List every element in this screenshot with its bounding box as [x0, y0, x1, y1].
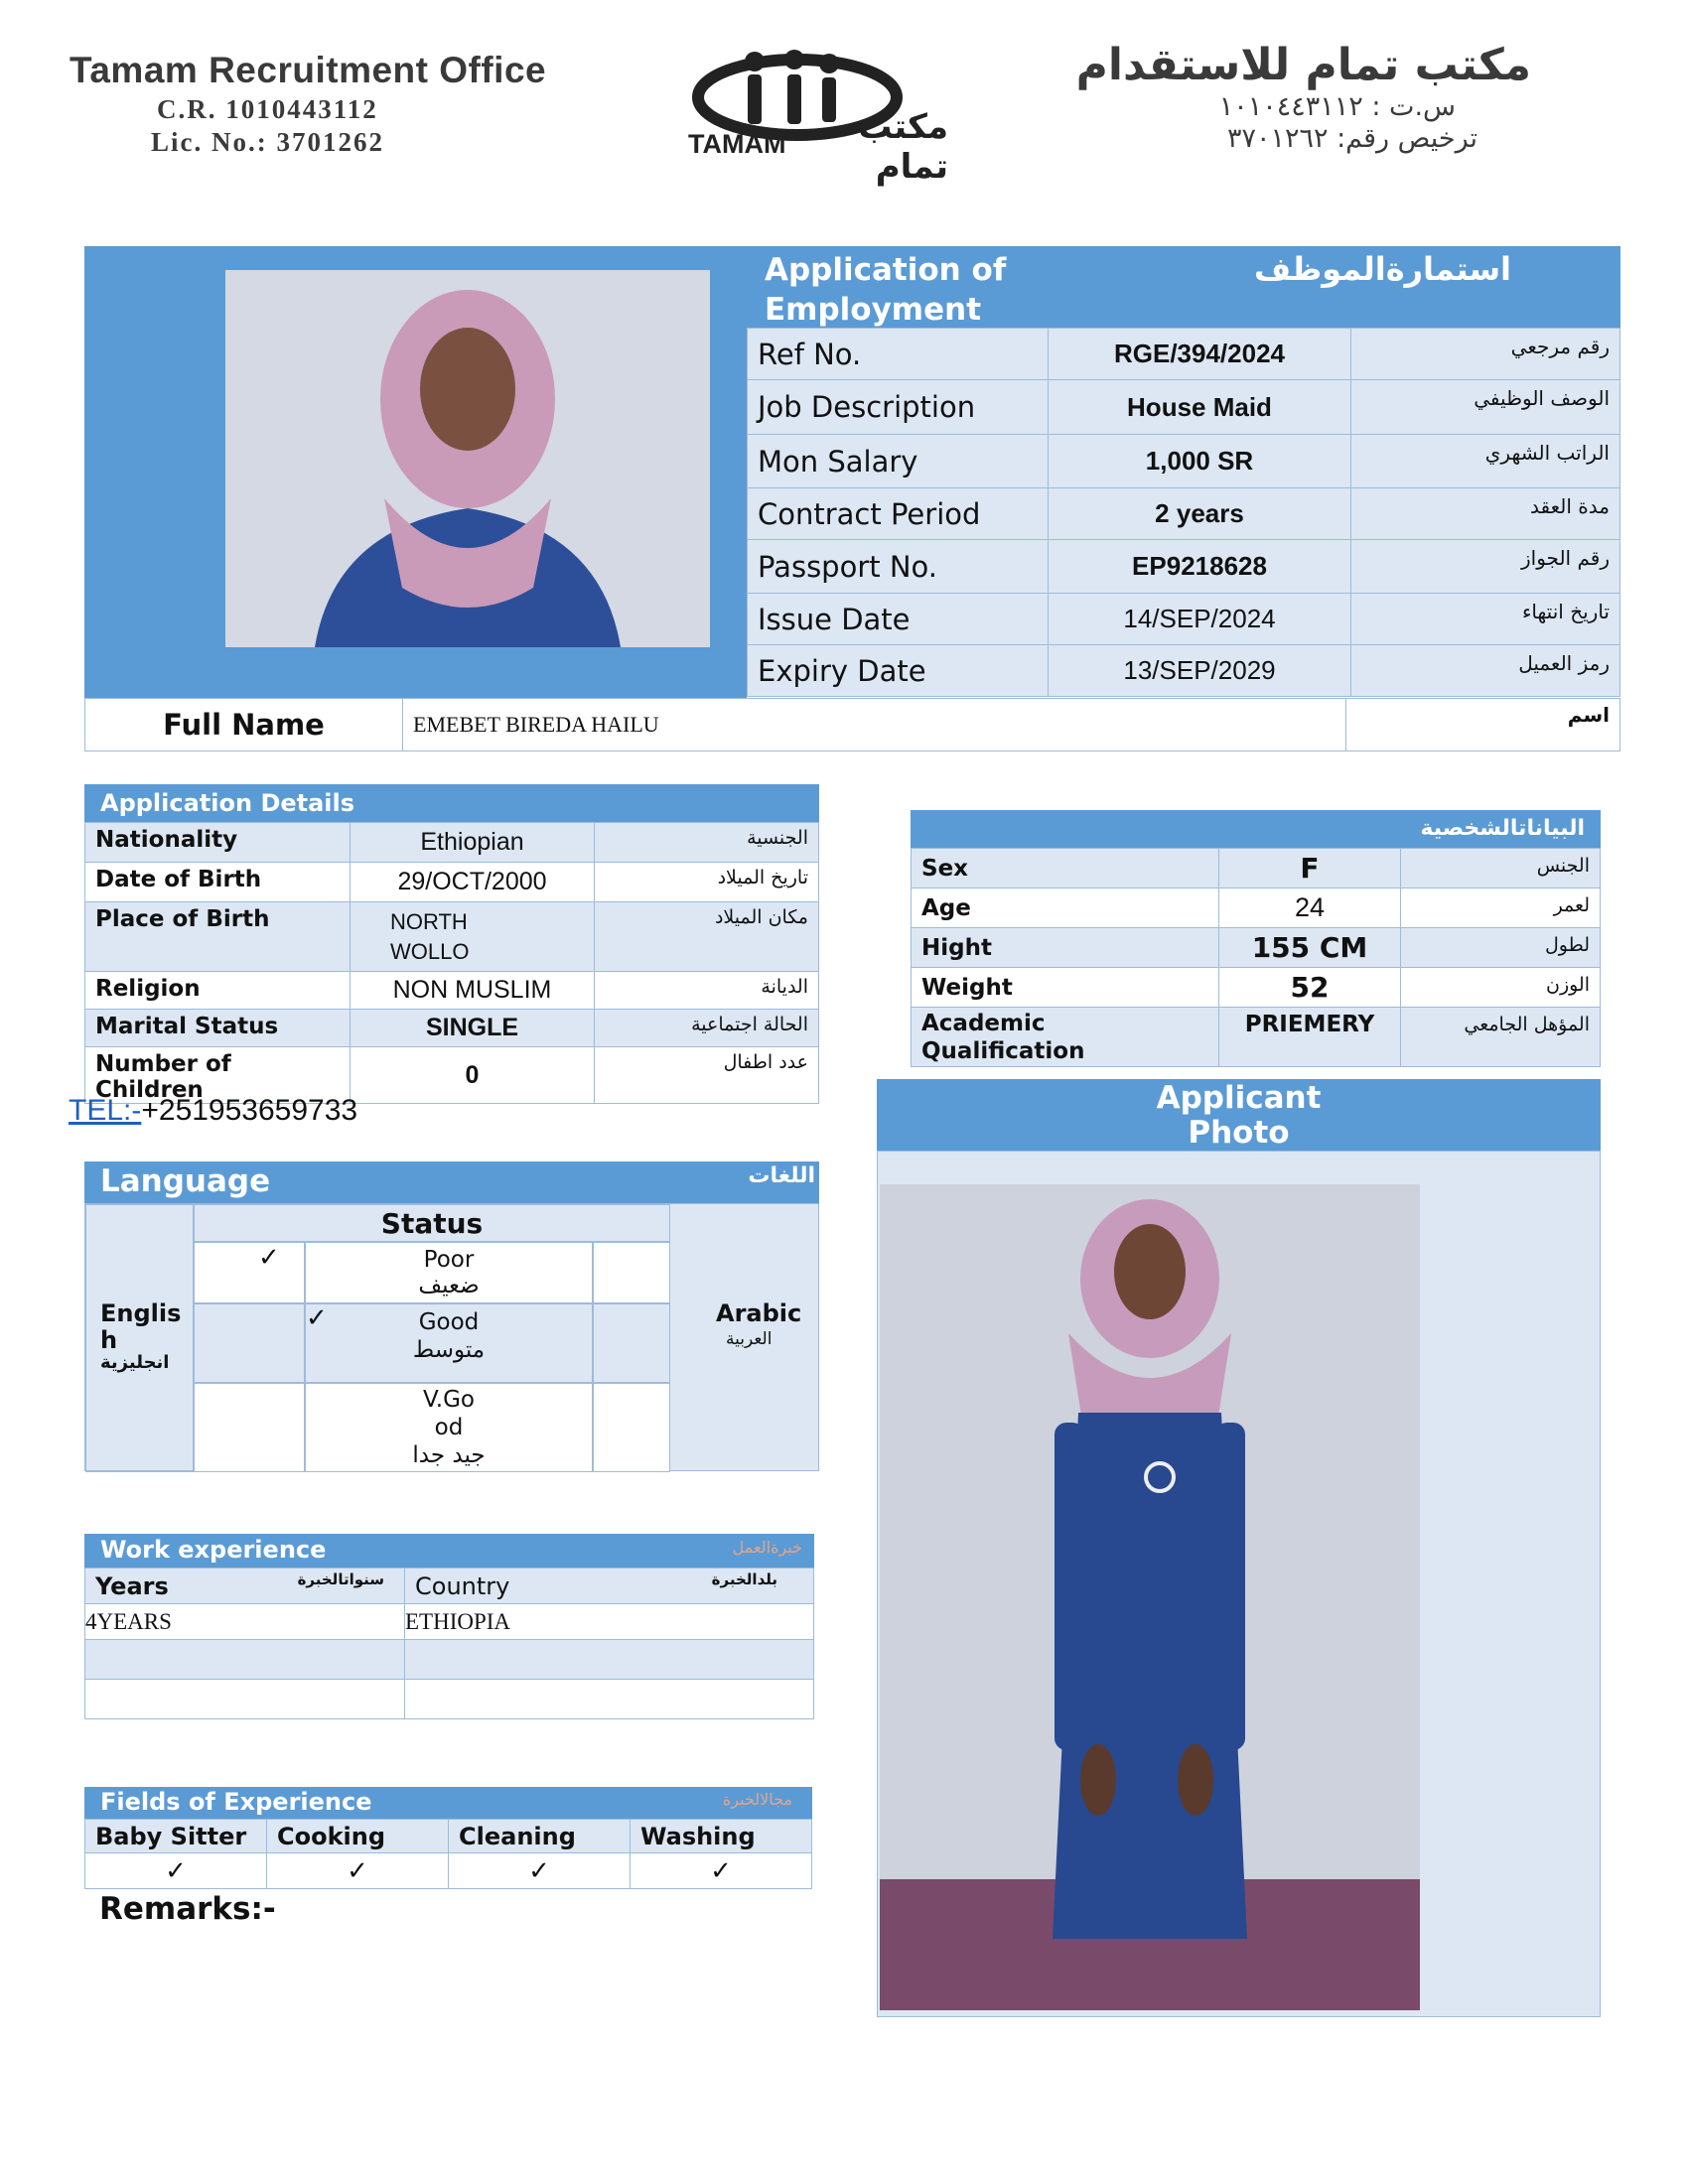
personal-row-value: PRIEMERY: [1219, 1008, 1401, 1067]
application-row-value: EP9218628: [1049, 540, 1351, 594]
work-row: [85, 1680, 814, 1719]
details-row-label: Marital Status: [85, 1010, 351, 1047]
work-row-country: ETHIOPIA: [405, 1604, 814, 1640]
details-row-value: NORTH WOLLO: [351, 902, 595, 972]
application-title-bar: [747, 246, 1620, 328]
language-title-ar: اللغات: [748, 1163, 815, 1188]
country-header: [405, 1569, 814, 1604]
personal-row-label: Weight: [912, 968, 1219, 1008]
personal-row: [912, 928, 1601, 968]
license-number-ar: ترخيص رقم: ٣٧٠١٢٦٢: [1226, 123, 1477, 154]
application-row-ar: رقم الجواز: [1351, 540, 1620, 594]
application-row-value: RGE/394/2024: [1049, 329, 1351, 380]
details-row: [85, 823, 819, 863]
details-row-ar: الديانة: [595, 972, 819, 1010]
portrait-illustration: [225, 270, 710, 647]
personal-row-value: F: [1219, 849, 1401, 888]
application-row-ar: تاريخ انتهاء: [1351, 594, 1620, 645]
application-row-label: Ref No.: [748, 329, 1049, 380]
work-title-bar: [84, 1534, 814, 1568]
full-name-ar: اسم: [1346, 699, 1620, 751]
field-check[interactable]: ✓: [267, 1853, 449, 1889]
applicant-photo-title: [877, 1079, 1601, 1151]
work-title-ar: خبرةالعمل: [732, 1538, 802, 1557]
english-label: English: [100, 1299, 182, 1354]
cr-number-en: C.R. 1010443112: [157, 94, 378, 124]
level-good-ar: متوسط: [412, 1337, 486, 1363]
logo-text-ar: مكتب تمام: [858, 107, 948, 187]
application-row: [748, 435, 1620, 488]
arabic-label-ar: العربية: [726, 1329, 773, 1349]
personal-row-label: Sex: [912, 849, 1219, 888]
application-row: [748, 540, 1620, 594]
details-row-label: Religion: [85, 972, 351, 1010]
license-number-en: Lic. No.: 3701262: [151, 127, 384, 157]
application-row-ar: الوصف الوظيفي: [1351, 380, 1620, 435]
work-row: [85, 1640, 814, 1680]
application-row-value: 1,000 SR: [1049, 435, 1351, 488]
full-name-value: EMEBET BIREDA HAILU: [403, 699, 1346, 751]
logo-text-en: TAMAM: [688, 129, 786, 159]
application-row-label: Job Description: [748, 380, 1049, 435]
details-row-value: SINGLE: [351, 1010, 595, 1047]
company-name-en: Tamam Recruitment Office: [70, 50, 547, 90]
personal-row-ar: الوزن: [1401, 968, 1601, 1008]
details-row: [85, 1010, 819, 1047]
tel-link[interactable]: TEL:-: [69, 1094, 142, 1127]
work-row: [85, 1604, 814, 1640]
details-row-value: Ethiopian: [351, 823, 595, 863]
details-row: [85, 863, 819, 902]
details-row-ar: تاريخ الميلاد: [595, 863, 819, 902]
level-poor: [305, 1242, 593, 1303]
fields-table: [84, 1819, 812, 1889]
field-check[interactable]: ✓: [85, 1853, 267, 1889]
years-label-ar: سنواتالخبرة: [297, 1570, 384, 1588]
details-row: [85, 972, 819, 1010]
good-empty-cell[interactable]: [194, 1303, 305, 1383]
company-name-ar: مكتب تمام للاستقدام: [1075, 40, 1531, 90]
work-row-country: [405, 1640, 814, 1680]
personal-row: [912, 888, 1601, 928]
application-row-ar: رقم مرجعي: [1351, 329, 1620, 380]
top-photo-panel: [84, 246, 747, 698]
details-row-ar: الحالة اجتماعية: [595, 1010, 819, 1047]
details-row: [85, 902, 819, 972]
application-title-en: Application of Employment: [765, 252, 1007, 328]
telephone: [69, 1094, 357, 1128]
application-row: [748, 645, 1620, 697]
applicant-photo-title-text: Applicant Photo: [1156, 1080, 1322, 1151]
application-row-ar: الراتب الشهري: [1351, 435, 1620, 488]
language-title-bar: [84, 1161, 819, 1203]
tel-number: +251953659733: [141, 1094, 358, 1127]
details-row-ar: الجنسية: [595, 823, 819, 863]
personal-row: [912, 1008, 1601, 1067]
good-arabic-cell[interactable]: [593, 1303, 670, 1383]
vgood-empty-cell[interactable]: [194, 1383, 305, 1472]
arabic-label: Arabic: [716, 1299, 802, 1327]
work-row-years: [85, 1680, 405, 1719]
work-row-years: [85, 1640, 405, 1680]
fields-title-bar: [84, 1787, 812, 1819]
personal-row-ar: الجنس: [1401, 849, 1601, 888]
field-label: Washing: [631, 1820, 812, 1853]
years-header: [85, 1569, 405, 1604]
cr-number-ar: س.ت : ١٠١٠٤٤٣١١٢: [1218, 91, 1456, 122]
personal-row-label: Hight: [912, 928, 1219, 968]
personal-row-label: Academic Qualification: [912, 1008, 1219, 1067]
company-logo: [680, 50, 948, 187]
application-row-value: 13/SEP/2029: [1049, 645, 1351, 697]
field-check[interactable]: ✓: [631, 1853, 812, 1889]
good-check: ✓: [306, 1303, 328, 1333]
personal-title-ar: البياناتالشخصية: [911, 810, 1601, 848]
years-label: Years: [95, 1571, 169, 1600]
fields-title-ar: مجالالخبرة: [722, 1790, 792, 1809]
level-good: [305, 1303, 593, 1383]
application-row-value: House Maid: [1049, 380, 1351, 435]
application-details-table: [84, 822, 819, 1104]
application-row: [748, 594, 1620, 645]
application-row-label: Mon Salary: [748, 435, 1049, 488]
status-header: Status: [194, 1204, 670, 1242]
personal-row-value: 52: [1219, 968, 1401, 1008]
work-experience-table: [84, 1568, 814, 1719]
application-row-label: Contract Period: [748, 488, 1049, 540]
poor-check-cell[interactable]: [194, 1242, 305, 1303]
details-row-label: Nationality: [85, 823, 351, 863]
personal-row: [912, 968, 1601, 1008]
level-vgood-ar: جيد جدا: [412, 1442, 486, 1468]
field-label: Cooking: [267, 1820, 449, 1853]
personal-data-table: [911, 848, 1601, 1067]
details-title: Application Details: [84, 784, 819, 822]
application-row: [748, 329, 1620, 380]
application-info-table: [747, 328, 1620, 697]
personal-row-ar: لعمر: [1401, 888, 1601, 928]
level-vgood: [305, 1383, 593, 1472]
level-poor-ar: ضعيف: [418, 1273, 480, 1298]
work-row-years: 4YEARS: [85, 1604, 405, 1640]
application-title-ar: استمارةالموظف: [1253, 250, 1511, 288]
details-row-label: Date of Birth: [85, 863, 351, 902]
application-row-value: 2 years: [1049, 488, 1351, 540]
application-row-ar: مدة العقد: [1351, 488, 1620, 540]
language-table: [84, 1203, 819, 1471]
applicant-portrait-photo: [225, 270, 710, 647]
english-label-ar: انجليزية: [100, 1352, 170, 1373]
full-name-row: [84, 698, 1620, 751]
field-check[interactable]: ✓: [449, 1853, 631, 1889]
fields-title: Fields of Experience: [100, 1788, 372, 1816]
details-row-value: NON MUSLIM: [351, 972, 595, 1010]
application-row: [748, 488, 1620, 540]
arabic-cell: [670, 1204, 820, 1472]
language-title: Language: [100, 1163, 271, 1199]
remarks-label: Remarks:-: [99, 1891, 276, 1927]
application-row-label: Expiry Date: [748, 645, 1049, 697]
country-label: Country: [415, 1571, 510, 1600]
level-good-en: Good: [418, 1309, 480, 1335]
application-row: [748, 380, 1620, 435]
full-body-illustration: [880, 1184, 1420, 2010]
poor-check: ✓: [258, 1243, 280, 1273]
details-row-ar: مكان الميلاد: [595, 902, 819, 972]
applicant-photo-frame: [877, 1151, 1601, 2017]
application-row-label: Passport No.: [748, 540, 1049, 594]
country-label-ar: بلدالخبرة: [711, 1570, 777, 1588]
english-cell: [85, 1204, 194, 1472]
details-row-label: Number of Children: [85, 1047, 351, 1104]
application-row-value: 14/SEP/2024: [1049, 594, 1351, 645]
applicant-full-photo: [880, 1184, 1420, 2010]
vgood-arabic-cell[interactable]: [593, 1383, 670, 1472]
poor-arabic-cell[interactable]: [593, 1242, 670, 1303]
field-label: Baby Sitter: [85, 1820, 267, 1853]
personal-row-value: 24: [1219, 888, 1401, 928]
level-poor-en: Poor: [423, 1247, 475, 1273]
personal-row-ar: المؤهل الجامعي: [1401, 1008, 1601, 1067]
personal-row: [912, 849, 1601, 888]
personal-row-label: Age: [912, 888, 1219, 928]
field-label: Cleaning: [449, 1820, 631, 1853]
details-row-value: 0: [351, 1047, 595, 1104]
personal-row-value: 155 CM: [1219, 928, 1401, 968]
work-row-country: [405, 1680, 814, 1719]
work-title: Work experience: [100, 1536, 327, 1564]
level-vgood-en: V.Good: [423, 1387, 475, 1440]
application-row-label: Issue Date: [748, 594, 1049, 645]
details-row-value: 29/OCT/2000: [351, 863, 595, 902]
details-row-label: Place of Birth: [85, 902, 351, 972]
personal-row-ar: لطول: [1401, 928, 1601, 968]
full-name-label: Full Name: [85, 699, 403, 751]
details-row-ar: عدد اطفال: [595, 1047, 819, 1104]
application-row-ar: رمز العميل: [1351, 645, 1620, 697]
